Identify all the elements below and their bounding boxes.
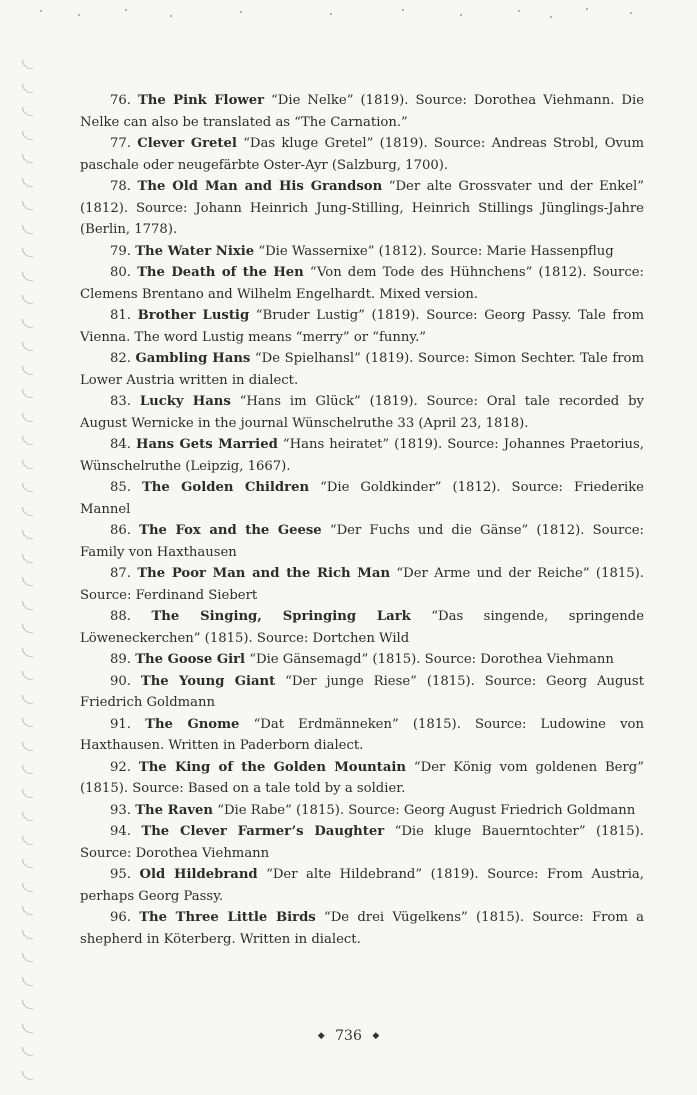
note-entry	[80, 176, 644, 241]
binding-curl	[22, 789, 33, 798]
note-number: 88.	[110, 609, 131, 624]
binding-curl	[22, 718, 33, 727]
tale-title: The Poor Man and the Rich Man	[137, 566, 391, 581]
tale-title: The Gnome	[145, 716, 240, 732]
tale-title: The Old Man and His Grandson	[137, 179, 383, 194]
note-entry	[80, 907, 644, 950]
note-text: “Der Fuchs und die Gänse” (1812). Source: Family von Haxthausen	[80, 523, 644, 560]
binding-curl	[22, 883, 33, 892]
binding-curl	[22, 178, 33, 187]
note-number: 85.	[110, 480, 131, 495]
tale-title: The Pink Flower	[137, 93, 265, 108]
note-number: 82.	[110, 351, 131, 366]
note-entry	[80, 477, 644, 520]
note-number: 83.	[110, 394, 131, 409]
tale-title: The Goose Girl	[135, 652, 246, 667]
binding-curl	[22, 1071, 33, 1080]
tale-title: The Water Nixie	[135, 243, 255, 259]
note-entry	[80, 714, 644, 757]
ornament-right: ◆	[372, 1031, 380, 1041]
binding-curl	[22, 648, 33, 657]
note-entry	[80, 348, 644, 391]
note-text: “Dat Erdmänneken” (1815). Source: Ludowine von Haxthausen. Written in Paderborn dialect.	[80, 716, 644, 753]
note-text: “Die Rabe” (1815). Source: Georg August Friedrich Goldmann	[213, 802, 636, 818]
binding-curl	[22, 624, 33, 633]
ornament-left: ◆	[317, 1031, 325, 1041]
note-number: 95.	[110, 867, 131, 882]
scan-artifacts	[30, 6, 670, 20]
binding-curl	[22, 742, 33, 751]
note-number: 86.	[110, 523, 131, 538]
note-text: “Der alte Hildebrand” (1819). Source: From Austria, perhaps Georg Passy.	[80, 867, 644, 904]
note-number: 81.	[110, 308, 131, 323]
note-entry	[80, 800, 644, 822]
tale-title: Gambling Hans	[135, 351, 251, 366]
note-number: 77.	[110, 136, 131, 151]
binding-curl	[22, 460, 33, 469]
binding-curl	[22, 530, 33, 539]
note-number: 96.	[110, 910, 131, 925]
notes-list	[80, 90, 644, 950]
binding-curl	[22, 554, 33, 563]
note-text: “Die Goldkinder” (1812). Source: Friederike Mannel	[80, 480, 644, 517]
tale-title: The Young Giant	[140, 673, 276, 689]
spiral-binding-marks	[0, 0, 40, 1095]
note-number: 78.	[110, 179, 131, 194]
note-number: 93.	[110, 802, 131, 818]
note-number: 84.	[110, 437, 131, 452]
binding-curl	[22, 1047, 33, 1056]
note-number: 80.	[110, 265, 131, 280]
binding-curl	[22, 60, 33, 69]
note-text: “Von dem Tode des Hühnchens” (1812). Source: Clemens Brentano and Wilhelm Engelhardt. Mixed version.	[80, 265, 644, 302]
note-text: “Der Arme und der Reiche” (1815). Source: Ferdinand Siebert	[80, 566, 644, 603]
binding-curl	[22, 436, 33, 445]
tale-title: The Three Little Birds	[139, 910, 316, 925]
note-number: 87.	[110, 566, 131, 581]
binding-curl	[22, 295, 33, 304]
note-entry	[80, 434, 644, 477]
binding-curl	[22, 483, 33, 492]
note-number: 79.	[110, 243, 131, 259]
binding-curl	[22, 977, 33, 986]
tale-title: The Golden Children	[141, 480, 310, 495]
binding-curl	[22, 131, 33, 140]
note-text: “Hans im Glück” (1819). Source: Oral tale recorded by August Wernicke in the journal Wünschelruthe 33 (April 23, 1818).	[80, 394, 644, 431]
binding-curl	[22, 577, 33, 586]
tale-title: The Clever Farmer’s Daughter	[141, 824, 385, 839]
binding-curl	[22, 930, 33, 939]
binding-curl	[22, 272, 33, 281]
page-footer	[0, 1028, 697, 1044]
note-text: “Die Nelke” (1819). Source: Dorothea Viehmann. Die Nelke can also be translated as “The Carnation.”	[80, 93, 645, 130]
binding-curl	[22, 953, 33, 962]
binding-curl	[22, 812, 33, 821]
note-entry	[80, 606, 644, 649]
note-entry	[80, 133, 644, 176]
note-entry	[80, 563, 644, 606]
note-text: “Die Wassernixe” (1812). Source: Marie Hassenpflug	[254, 243, 614, 259]
binding-curl	[22, 201, 33, 210]
binding-curl	[22, 671, 33, 680]
binding-curl	[22, 84, 33, 93]
binding-curl	[22, 906, 33, 915]
binding-curl	[22, 836, 33, 845]
note-entry	[80, 262, 644, 305]
note-text: “Bruder Lustig” (1819). Source: Georg Passy. Tale from Vienna. The word Lustig means “merry” or “funny.”	[80, 308, 645, 345]
tale-title: The Fox and the Geese	[139, 523, 322, 538]
binding-curl	[22, 1000, 33, 1009]
note-text: “Die kluge Bauerntochter” (1815). Source: Dorothea Viehmann	[80, 824, 644, 861]
tale-title: The Singing, Springing Lark	[151, 609, 411, 624]
note-entry	[80, 671, 644, 714]
binding-curl	[22, 695, 33, 704]
tale-title: The King of the Golden Mountain	[138, 759, 406, 775]
binding-curl	[22, 507, 33, 516]
note-number: 89.	[110, 652, 131, 667]
binding-curl	[22, 366, 33, 375]
note-text: “Der König vom goldenen Berg” (1815). Source: Based on a tale told by a soldier.	[80, 759, 644, 796]
tale-title: Lucky Hans	[139, 394, 231, 409]
binding-curl	[22, 154, 33, 163]
note-text: “Das kluge Gretel” (1819). Source: Andreas Strobl, Ovum paschale oder neugefärbte Oster-Ayr (Salzburg, 1700).	[80, 136, 644, 173]
binding-curl	[22, 601, 33, 610]
tale-title: Clever Gretel	[137, 136, 237, 151]
note-text: “Hans heiratet” (1819). Source: Johannes Praetorius, Wünschelruthe (Leipzig, 1667).	[80, 437, 644, 474]
note-entry	[80, 520, 644, 563]
note-number: 92.	[110, 759, 131, 775]
binding-curl	[22, 319, 33, 328]
binding-curl	[22, 107, 33, 116]
note-entry	[80, 757, 644, 800]
tale-title: The Death of the Hen	[137, 265, 304, 280]
binding-curl	[22, 859, 33, 868]
note-entry	[80, 649, 644, 671]
tale-title: Hans Gets Married	[136, 437, 278, 452]
note-text: “Das singende, springende Löweneckerchen” (1815). Source: Dortchen Wild	[80, 609, 644, 646]
binding-curl	[22, 225, 33, 234]
note-number: 90.	[110, 673, 131, 689]
note-entry	[80, 241, 644, 263]
page-number: 736	[335, 1028, 362, 1044]
binding-curl	[22, 413, 33, 422]
note-entry	[80, 90, 644, 133]
note-number: 91.	[110, 716, 131, 732]
tale-title: The Raven	[135, 802, 214, 818]
note-entry	[80, 391, 644, 434]
binding-curl	[22, 389, 33, 398]
binding-curl	[22, 248, 33, 257]
tale-title: Brother Lustig	[137, 308, 250, 323]
note-text: “Die Gänsemagd” (1815). Source: Dorothea Viehmann	[245, 652, 614, 667]
binding-curl	[22, 342, 33, 351]
note-entry	[80, 864, 644, 907]
binding-curl	[22, 765, 33, 774]
note-text: “Der junge Riese” (1815). Source: Georg August Friedrich Goldmann	[80, 673, 644, 710]
note-entry	[80, 821, 644, 864]
note-text: “De drei Vügelkens” (1815). Source: From a shepherd in Köterberg. Written in dialect.	[80, 910, 644, 947]
note-text: “Der alte Grossvater und der Enkel” (1812). Source: Johann Heinrich Jung-Stilling, Heinrich Stillings Jünglings-Jahre (Berlin, 1778).	[80, 179, 644, 237]
note-number: 94.	[110, 824, 131, 839]
note-text: “De Spielhansl” (1819). Source: Simon Sechter. Tale from Lower Austria written in dialect.	[80, 351, 644, 388]
tale-title: Old Hildebrand	[139, 867, 258, 882]
note-entry	[80, 305, 644, 348]
note-number: 76.	[110, 93, 131, 108]
